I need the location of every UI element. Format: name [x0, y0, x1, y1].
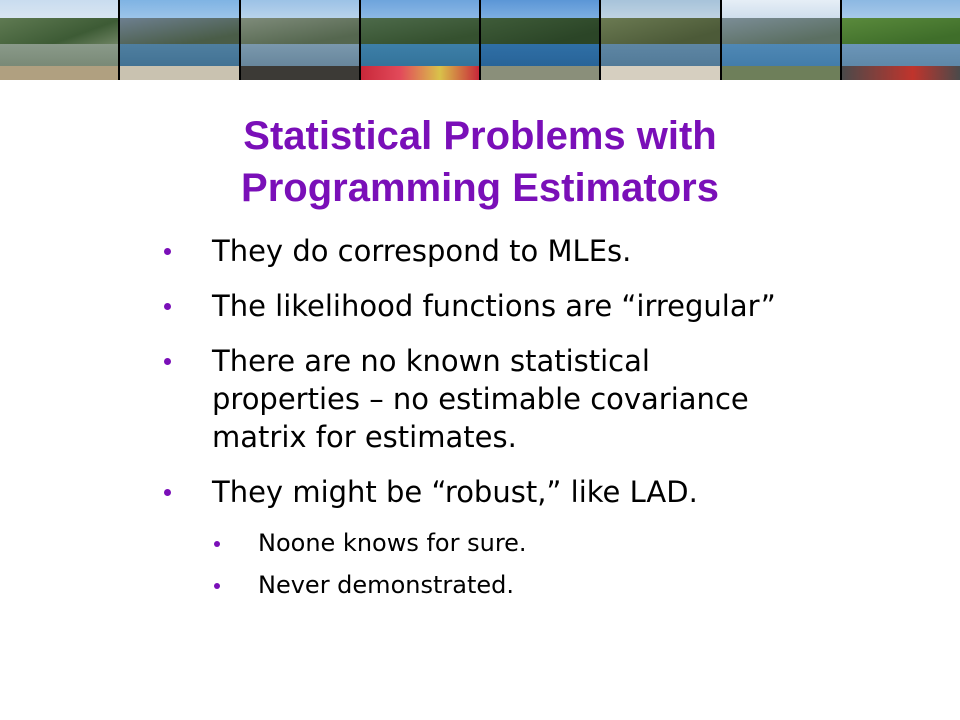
- banner-photo-lakeside-promenade: [241, 0, 361, 80]
- bullet-dot-icon: [164, 303, 171, 310]
- banner-photo-park-bench: [842, 0, 960, 80]
- bullet-item: [160, 232, 880, 270]
- banner-photo-flower-garden: [361, 0, 481, 80]
- photo-banner: [0, 0, 960, 80]
- banner-photo-mountain-lake: [481, 0, 601, 80]
- bullet-text: The likelihood functions are “irregular”: [212, 289, 776, 323]
- banner-photo-lake-valley: [120, 0, 240, 80]
- slide-title-line: Statistical Problems with: [243, 114, 717, 158]
- banner-photo-cloudy-lake: [722, 0, 842, 80]
- bullet-item: [160, 287, 880, 325]
- sub-bullet-dot-icon: [214, 583, 220, 589]
- banner-photo-hillside-village: [0, 0, 120, 80]
- sub-bullet-dot-icon: [214, 541, 220, 547]
- bullet-text: properties – no estimable covariance: [212, 382, 749, 416]
- slide-title-line: Programming Estimators: [241, 166, 719, 210]
- banner-photo-aerial-town: [601, 0, 721, 80]
- bullet-text: matrix for estimates.: [212, 420, 517, 454]
- bullet-dot-icon: [164, 358, 171, 365]
- slide-title: [130, 110, 830, 214]
- bullet-text: They do correspond to MLEs.: [212, 234, 632, 268]
- bullet-item: [160, 342, 880, 456]
- bullet-dot-icon: [164, 248, 171, 255]
- bullet-item: [160, 473, 880, 511]
- sub-bullet-item: [160, 570, 880, 600]
- sub-bullet-item: [160, 528, 880, 558]
- sub-bullet-text: Noone knows for sure.: [258, 529, 527, 557]
- bullet-dot-icon: [164, 489, 171, 496]
- bullet-list: [160, 232, 880, 612]
- bullet-text: There are no known statistical: [212, 344, 650, 378]
- bullet-text: They might be “robust,” like LAD.: [212, 475, 698, 509]
- sub-bullet-text: Never demonstrated.: [258, 571, 514, 599]
